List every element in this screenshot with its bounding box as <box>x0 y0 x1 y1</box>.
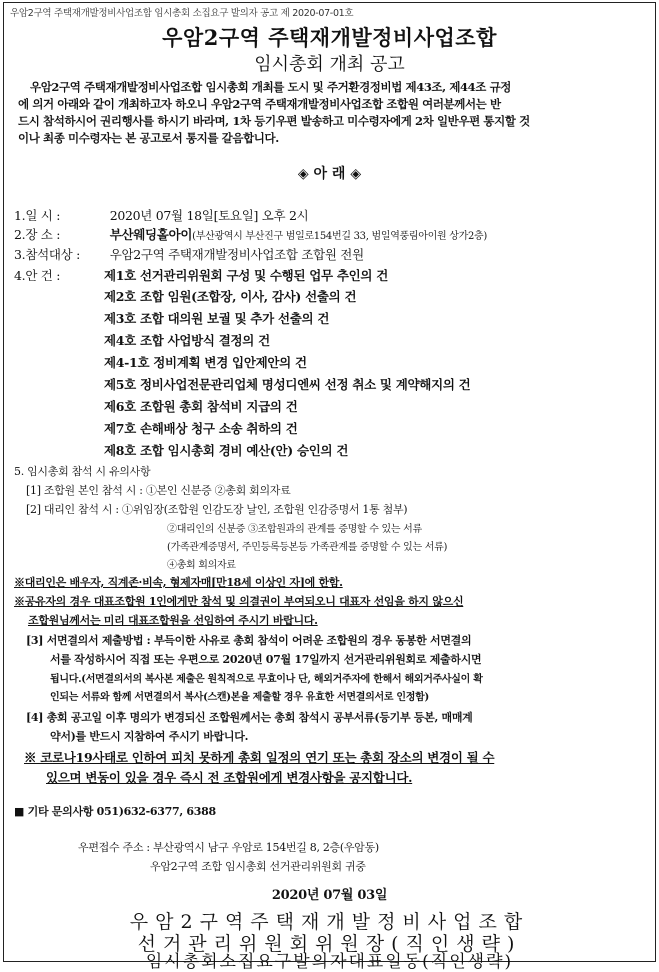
note-written-resolution: 서를 작성하시어 직접 또는 우편으로 2020년 07월 17일까지 선거관리위원회로 제출하시면 <box>50 653 482 666</box>
note-proxy-docs: ④총회 회의자료 <box>167 560 236 571</box>
agenda-item: 제2호 조합 임원(조합장, 이사, 감사) 선출의 건 <box>104 289 357 304</box>
mail-recipient: 우암2구역 조합 임시총회 선거관리위원회 귀중 <box>150 860 366 873</box>
note-proxy: [2] 대리인 참석 시 : ①위임장(조합원 인감도장 날인, 조합원 인감증명서 1통 첨부) <box>26 503 408 516</box>
note-written-resolution: 인되는 서류와 함께 서면결의서 복사(스캔)본을 제출할 경우 유효한 서면결의서로 인정함) <box>50 692 429 703</box>
agenda-item: 제7호 손해배상 청구 소송 취하의 건 <box>104 421 298 436</box>
note-ownership-change: 약서)를 반드시 지참하여 주시기 바랍니다. <box>50 730 249 743</box>
agenda-item: 제5호 정비사업전문관리업체 명성디엔씨 선정 취소 및 계약해지의 건 <box>104 377 471 392</box>
note-ownership-change: [4] 총회 공고일 이후 명의가 변경되신 조합원께서는 총회 참석시 공부서류(등기부 등본, 매매계 <box>26 711 473 724</box>
agenda-item: 제4호 조합 사업방식 결정의 건 <box>104 333 270 348</box>
intro-line: 우암2구역 주택재개발정비사업조합 임시총회 개최를 도시 및 주거환경정비법 제43조, 제44조 규정 <box>30 80 511 94</box>
section-heading-below: ◈ 아 래 ◈ <box>297 166 362 182</box>
mail-address: 우편접수 주소 : 부산광역시 남구 우암로 154번길 8, 2층(우암동) <box>78 841 379 854</box>
item-venue <box>14 225 487 243</box>
title-line-2: 임시총회 개최 공고 <box>254 54 405 75</box>
note-self: [1] 조합원 본인 참석 시 : ①본인 신분증 ②총회 회의자료 <box>26 484 291 497</box>
note-written-resolution: 됩니다.(서면결의서의 복사본 제출은 원칙적으로 무효이나 단, 해외거주자에 한해서 해외거주사실이 확 <box>50 674 483 685</box>
intro-paragraph <box>18 79 644 147</box>
item-value-detail: (부산광역시 부산진구 범일로154번길 33, 범일역풍림아이원 상가2층) <box>192 231 487 242</box>
agenda-item: 제6호 조합원 총회 참석비 지급의 건 <box>104 399 298 414</box>
agenda-item: 제1호 선거관리위원회 구성 및 수행된 업무 추인의 건 <box>104 268 389 283</box>
header-note: 우암2구역 주택재개발정비사업조합 임시총회 소집요구 발의자 공고 제 2020-07-01호 <box>10 8 354 19</box>
intro-line: 이나 최종 미수령자는 본 공고로서 통지를 갈음합니다. <box>18 131 279 145</box>
note-covid: ※ 코로나19사태로 인하여 피치 못하게 총회 일정의 연기 또는 총회 장소의 변경이 될 수 <box>24 750 495 765</box>
item-label: 2.장 소 : <box>14 227 61 242</box>
contact-info: ■ 기타 문의사항 051)632-6377, 6388 <box>14 805 216 818</box>
title-line-1: 우암2구역 주택재개발정비사업조합 <box>162 25 497 50</box>
note-proxy-docs: ②대리인의 신분증 ③조합원과의 관계를 증명할 수 있는 서류 <box>167 524 422 535</box>
note-co-owner: 조합원님께서는 미리 대표조합원을 선임하여 주시기 바랍니다. <box>28 614 318 627</box>
agenda-item: 제3호 조합 대의원 보궐 및 추가 선출의 건 <box>104 311 330 326</box>
item-attendees <box>14 245 364 263</box>
notice-date: 2020년 07월 03일 <box>271 888 388 903</box>
intro-line: 에 의거 아래와 같이 개최하고자 하오니 우암2구역 주택재개발정비사업조합 조합원 여러분께서는 반 <box>18 97 501 111</box>
signature-election-committee: 선거관리위원회위원장(직인생략) <box>137 933 522 955</box>
note-proxy-limit: ※대리인은 배우자, 직계존·비속, 형제자매[만18세 이상인 자]에 한함. <box>14 576 343 589</box>
item-label: 3.참석대상 : <box>14 247 81 262</box>
item-label: 1.일 시 : <box>14 208 61 223</box>
item-value: 2020년 07월 18일[토요일] 오후 2시 <box>109 208 309 223</box>
agenda-item: 제4-1호 정비계획 변경 입안제안의 건 <box>104 355 307 370</box>
notes-title: 5. 임시총회 참석 시 유의사항 <box>14 465 151 478</box>
note-proxy-docs: (가족관계증명서, 주민등록등본등 가족관계를 증명할 수 있는 서류) <box>167 542 448 553</box>
note-covid: 있으며 변동이 있을 경우 즉시 전 조합원에게 변경사항을 공지합니다. <box>46 770 413 785</box>
item-agenda-label: 4.안 건 : <box>14 268 61 283</box>
note-co-owner: ※공유자의 경우 대표조합원 1인에게만 참석 및 의결권이 부여되오니 대표자 선임을 하지 않으신 <box>14 595 464 608</box>
item-value: 우암2구역 주택재개발정비사업조합 조합원 전원 <box>109 247 364 262</box>
signature-union: 우암2구역주택재개발정비사업조합 <box>129 911 530 933</box>
agenda-item: 제8호 조합 임시총회 경비 예산(안) 승인의 건 <box>104 443 349 458</box>
note-written-resolution: [3] 서면결의서 제출방법 : 부득이한 사유로 총회 참석이 어려운 조합원의 경우 동봉한 서면결의 <box>26 634 472 647</box>
intro-line: 드시 참석하시어 권리행사를 하시기 바라며, 1차 등기우편 발송하고 미수령자에게 2차 일반우편 통지할 것 <box>18 114 530 128</box>
item-value: 부산웨딩홀아이 <box>109 227 193 242</box>
notice-page <box>3 2 656 972</box>
item-datetime <box>14 206 308 224</box>
signature-proposers: 임시총회소집요구발의자대표일동(직인생략) <box>145 952 514 972</box>
